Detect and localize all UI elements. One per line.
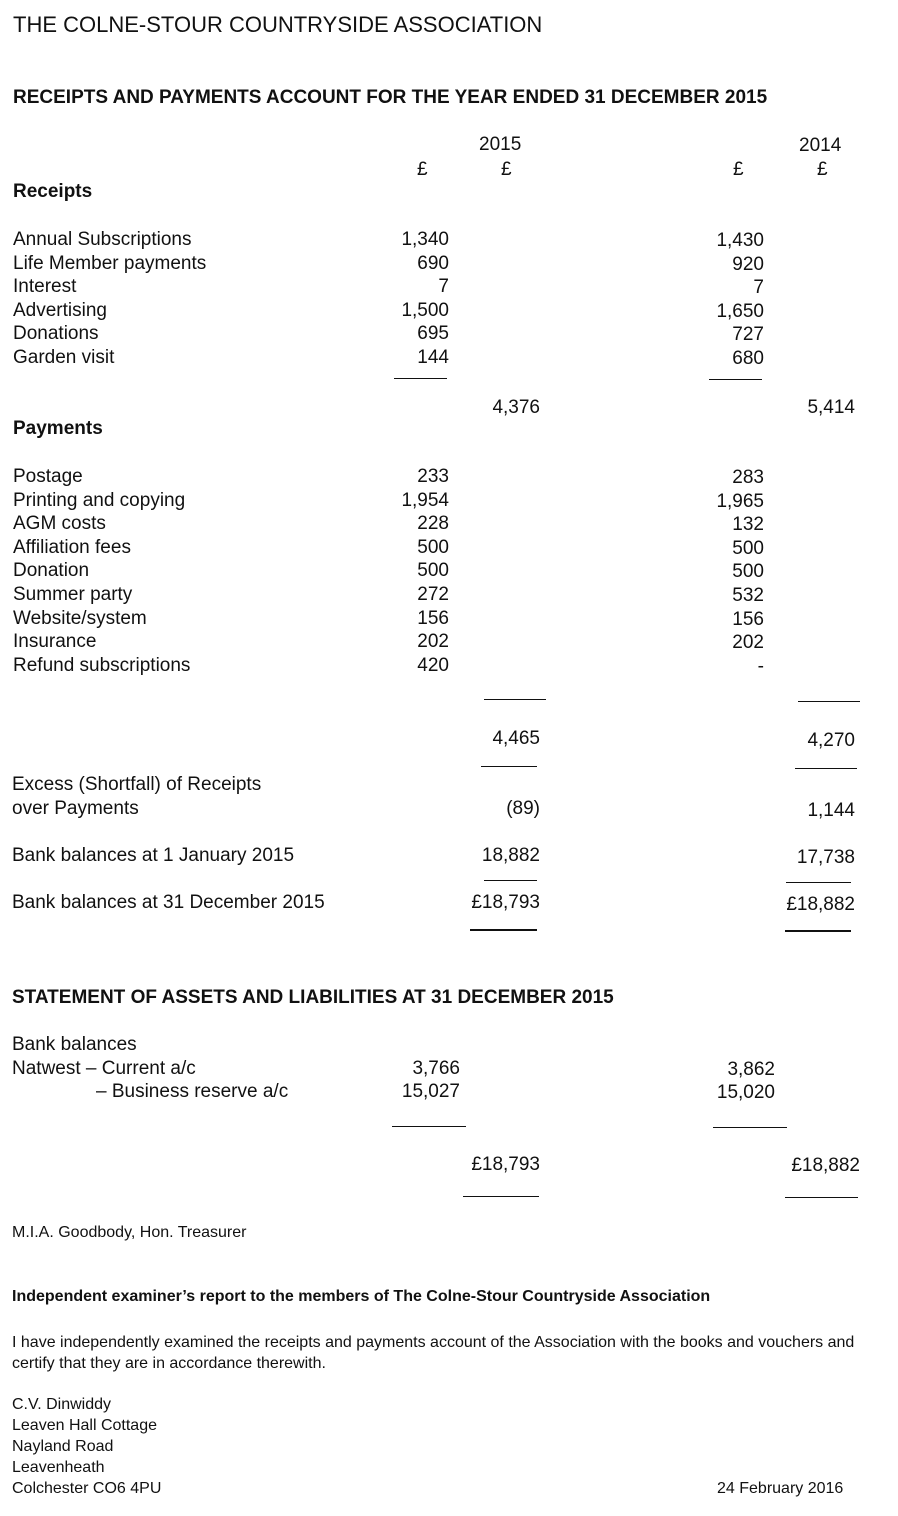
organisation-name: THE COLNE-STOUR COUNTRYSIDE ASSOCIATION bbox=[13, 12, 543, 37]
payments-item-label: Refund subscriptions bbox=[13, 654, 191, 676]
payments-item-2014: 132 bbox=[732, 514, 764, 536]
reserve-account-2015: 15,027 bbox=[401, 1081, 460, 1102]
closing-balance-2015: £18,793 bbox=[471, 892, 540, 913]
payments-item-2015: 202 bbox=[417, 631, 449, 653]
receipts-item-label: Donations bbox=[13, 323, 99, 345]
payments-item-2015: 1,954 bbox=[401, 489, 449, 511]
opening-rule bbox=[484, 880, 537, 881]
receipts-heading: Receipts bbox=[13, 181, 93, 202]
address-line: C.V. Dinwiddy bbox=[12, 1396, 112, 1413]
payments-item-2014: 202 bbox=[732, 632, 764, 654]
reserve-account-label: – Business reserve a/c bbox=[96, 1081, 289, 1102]
receipts-item-2014: 1,430 bbox=[716, 230, 764, 251]
receipts-item-label: Annual Subscriptions bbox=[13, 229, 192, 250]
address-line: Leaven Hall Cottage bbox=[12, 1417, 157, 1434]
account-title: RECEIPTS AND PAYMENTS ACCOUNT FOR THE YEAR ENDED 31 DECEMBER 2015 bbox=[13, 87, 768, 108]
closing-double-rule bbox=[470, 929, 537, 931]
receipts-item-2014: 1,650 bbox=[716, 300, 764, 322]
payments-item-label: Website/system bbox=[13, 607, 147, 629]
opening-rule bbox=[786, 882, 851, 883]
opening-balance-label: Bank balances at 1 January 2015 bbox=[12, 845, 295, 866]
receipts-item-2014: 7 bbox=[753, 277, 764, 299]
payments-item-2014: 532 bbox=[732, 585, 764, 606]
closing-double-rule bbox=[785, 930, 851, 932]
payments-item-2014: 500 bbox=[732, 537, 764, 559]
excess-rule bbox=[481, 766, 537, 767]
receipts-item-label: Interest bbox=[13, 276, 77, 298]
receipts-total-2015: 4,376 bbox=[492, 397, 540, 418]
opening-balance-2015: 18,882 bbox=[481, 845, 540, 866]
receipts-item-2015: 144 bbox=[417, 347, 449, 368]
payments-item-2015: 272 bbox=[417, 584, 449, 605]
payments-item-2014: 283 bbox=[732, 467, 764, 488]
closing-balance-2014: £18,882 bbox=[786, 894, 855, 915]
payments-item-label: Affiliation fees bbox=[13, 536, 131, 558]
excess-2015: (89) bbox=[506, 798, 540, 819]
bank-balances-heading: Bank balances bbox=[12, 1034, 137, 1055]
receipts-item-label: Advertising bbox=[13, 299, 107, 321]
examiner-heading: Independent examiner’s report to the members of The Colne-Stour Countryside Association bbox=[12, 1288, 711, 1305]
payments-heading: Payments bbox=[13, 418, 103, 439]
payments-total-2014: 4,270 bbox=[807, 730, 855, 751]
payments-item-label: AGM costs bbox=[13, 513, 106, 535]
currency-header: £ bbox=[817, 159, 828, 180]
current-account-2015: 3,766 bbox=[412, 1058, 460, 1079]
payments-item-label: Donation bbox=[13, 560, 90, 582]
receipts-subtotal-rule bbox=[394, 378, 447, 379]
currency-header: £ bbox=[501, 159, 512, 180]
currency-header: £ bbox=[417, 159, 428, 180]
receipts-item-2014: 680 bbox=[732, 348, 764, 369]
current-account-label: Natwest – Current a/c bbox=[12, 1058, 196, 1079]
payments-item-2015: 500 bbox=[417, 560, 449, 582]
payments-item-label: Insurance bbox=[13, 631, 97, 653]
current-account-2014: 3,862 bbox=[727, 1059, 775, 1080]
payments-item-label: Printing and copying bbox=[13, 489, 186, 511]
excess-rule bbox=[795, 768, 857, 769]
reserve-account-2014: 15,020 bbox=[716, 1082, 775, 1103]
examiner-address bbox=[12, 1394, 161, 1499]
closing-balance-label: Bank balances at 31 December 2015 bbox=[12, 892, 325, 913]
opening-balance-2014: 17,738 bbox=[796, 847, 855, 868]
receipts-item-2014: 920 bbox=[732, 253, 764, 275]
payments-item-2015: 228 bbox=[417, 513, 449, 535]
excess-label: Excess (Shortfall) of Receipts bbox=[12, 774, 262, 795]
excess-label-cont: over Payments bbox=[12, 798, 139, 819]
address-line: Leavenheath bbox=[12, 1459, 105, 1476]
payments-item-2014: 500 bbox=[732, 561, 764, 583]
receipts-subtotal-rule bbox=[709, 379, 762, 380]
payments-item-2015: 500 bbox=[417, 536, 449, 558]
payments-total-2015: 4,465 bbox=[492, 728, 540, 749]
payments-item-2014: 1,965 bbox=[716, 490, 764, 512]
examiner-statement: I have independently examined the receipts and payments account of the Association with the books and vouchers and certify that they are in accordance therewith. bbox=[12, 1334, 855, 1372]
statement-total-2015: £18,793 bbox=[471, 1154, 540, 1175]
receipts-item-label: Garden visit bbox=[13, 347, 115, 368]
excess-2014: 1,144 bbox=[807, 800, 855, 821]
receipts-item-2015: 1,340 bbox=[401, 229, 449, 250]
receipts-item-2015: 7 bbox=[438, 276, 449, 298]
address-line: Colchester CO6 4PU bbox=[12, 1480, 162, 1497]
receipts-item-2015: 690 bbox=[417, 252, 449, 274]
treasurer-signature: M.I.A. Goodbody, Hon. Treasurer bbox=[12, 1224, 247, 1241]
statement-total-rule bbox=[785, 1197, 858, 1198]
report-date: 24 February 2016 bbox=[717, 1480, 844, 1497]
payments-item-2014: - bbox=[757, 655, 764, 677]
receipts-item-2015: 1,500 bbox=[401, 299, 449, 321]
receipts-item-label: Life Member payments bbox=[13, 252, 207, 274]
statement-subtotal-rule bbox=[713, 1127, 787, 1128]
receipts-item-2015: 695 bbox=[417, 323, 449, 345]
payments-item-label: Postage bbox=[13, 466, 83, 487]
statement-title: STATEMENT OF ASSETS AND LIABILITIES AT 31 DECEMBER 2015 bbox=[12, 987, 614, 1008]
year-2015-header: 2015 bbox=[479, 134, 522, 155]
statement-total-rule bbox=[463, 1196, 539, 1197]
statement-total-2014: £18,882 bbox=[791, 1155, 860, 1176]
receipts-item-2014: 727 bbox=[732, 324, 764, 346]
payments-item-2014: 156 bbox=[732, 608, 764, 630]
payments-item-2015: 233 bbox=[417, 466, 449, 487]
payments-item-2015: 420 bbox=[417, 654, 449, 676]
payments-item-label: Summer party bbox=[13, 584, 133, 605]
year-2014-header: 2014 bbox=[799, 135, 842, 156]
statement-subtotal-rule bbox=[392, 1126, 466, 1127]
payments-total-rule bbox=[798, 701, 860, 702]
receipts-total-2014: 5,414 bbox=[807, 397, 855, 418]
payments-total-rule bbox=[484, 699, 546, 700]
address-line: Nayland Road bbox=[12, 1438, 114, 1455]
currency-header: £ bbox=[733, 159, 744, 180]
payments-item-2015: 156 bbox=[417, 607, 449, 629]
